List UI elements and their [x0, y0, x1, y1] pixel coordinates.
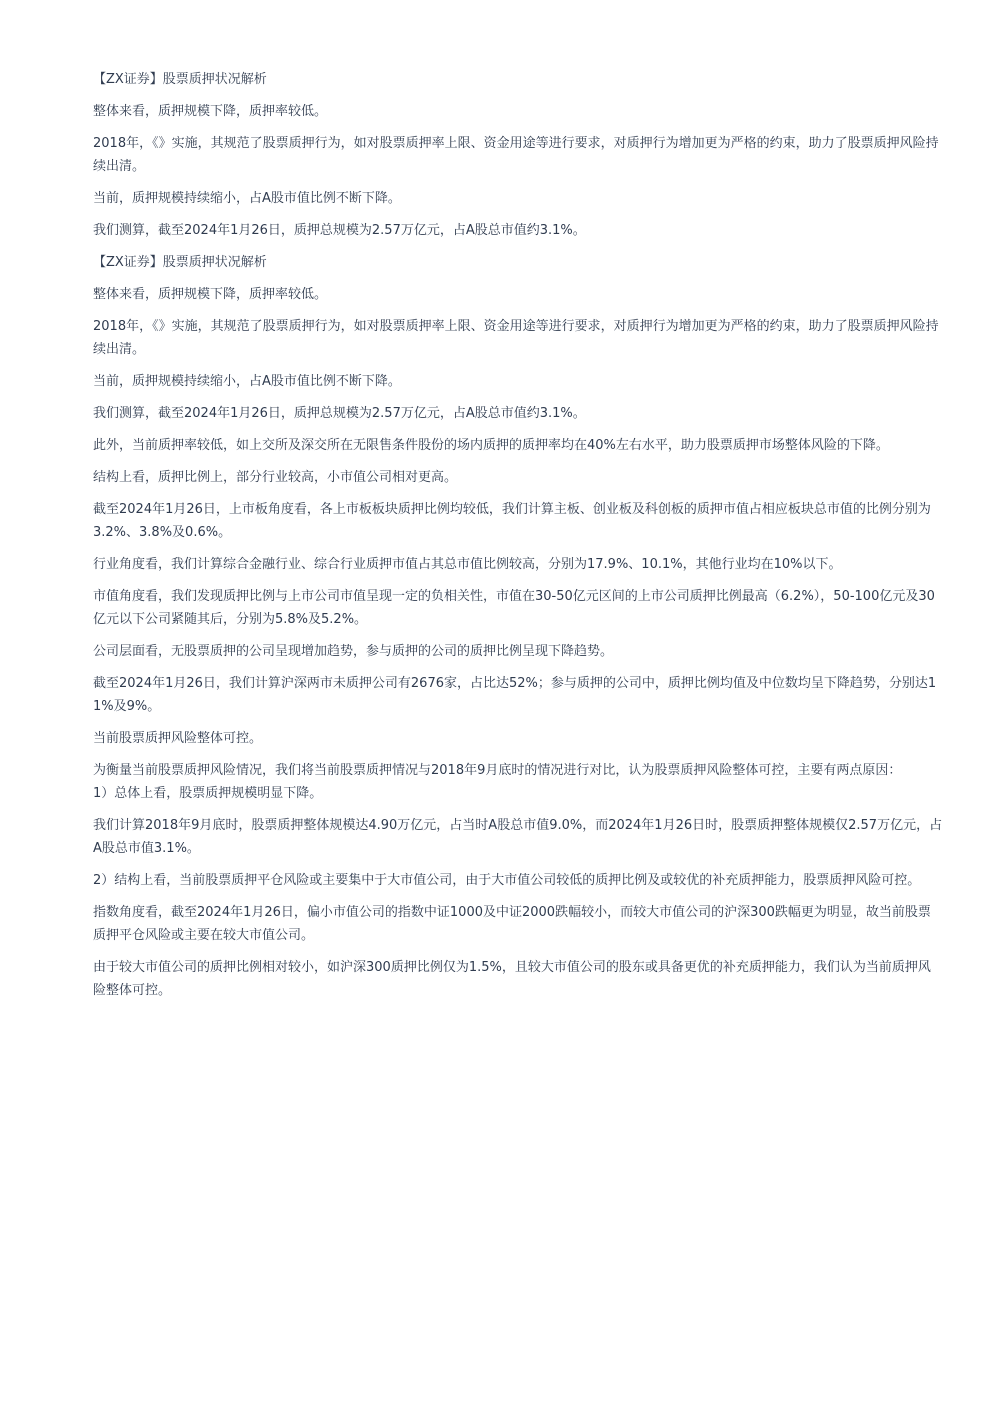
paragraph: 当前股票质押风险整体可控。: [93, 731, 263, 746]
paragraph: 指数角度看，截至2024年1月26日，偏小市值公司的指数中证1000及中证2000跌幅较小，而较大市值公司的沪深300跌幅更为明显，故当前股票质押平仓风险或主要在较大市值公司。: [93, 905, 931, 943]
document-body: [93, 68, 943, 1011]
paragraph: 当前，质押规模持续缩小，占A股市值比例不断下降。: [93, 374, 401, 389]
paragraph: 2018年，《》实施，其规范了股票质押行为，如对股票质押率上限、资金用途等进行要求，对质押行为增加更为严格的约束，助力了股票质押风险持续出清。: [93, 136, 939, 174]
paragraph: 由于较大市值公司的质押比例相对较小，如沪深300质押比例仅为1.5%，且较大市值公司的股东或具备更优的补充质押能力，我们认为当前质押风险整体可控。: [93, 960, 931, 998]
paragraph: 我们测算，截至2024年1月26日，质押总规模为2.57万亿元，占A股总市值约3.1%。: [93, 406, 586, 421]
list-item: 1）总体上看，股票质押规模明显下降。: [93, 786, 323, 801]
paragraph: 我们计算2018年9月底时，股票质押整体规模达4.90万亿元，占当时A股总市值9.0%，而2024年1月26日时，股票质押整体规模仅2.57万亿元，占A股总市值3.1%。: [93, 818, 943, 856]
paragraph: 为衡量当前股票质押风险情况，我们将当前股票质押情况与2018年9月底时的情况进行对比，认为股票质押风险整体可控，主要有两点原因：: [93, 763, 902, 778]
paragraph: 此外，当前质押率较低，如上交所及深交所在无限售条件股份的场内质押的质押率均在40%左右水平，助力股票质押市场整体风险的下降。: [93, 438, 889, 453]
paragraph: 截至2024年1月26日，我们计算沪深两市未质押公司有2676家，占比达52%；参与质押的公司中，质押比例均值及中位数均呈下降趋势，分别达11%及9%。: [93, 676, 937, 714]
paragraph: 结构上看，质押比例上，部分行业较高，小市值公司相对更高。: [93, 470, 458, 485]
paragraph: 整体来看，质押规模下降，质押率较低。: [93, 287, 328, 302]
paragraph: 当前，质押规模持续缩小，占A股市值比例不断下降。: [93, 191, 401, 206]
section-heading: 【ZX证券】股票质押状况解析: [93, 255, 267, 270]
paragraph: 公司层面看，无股票质押的公司呈现增加趋势，参与质押的公司的质押比例呈现下降趋势。: [93, 644, 614, 659]
paragraph: 整体来看，质押规模下降，质押率较低。: [93, 104, 328, 119]
paragraph: 我们测算，截至2024年1月26日，质押总规模为2.57万亿元，占A股总市值约3.1%。: [93, 223, 586, 238]
paragraph: 截至2024年1月26日，上市板角度看，各上市板板块质押比例均较低，我们计算主板、创业板及科创板的质押市值占相应板块总市值的比例分别为3.2%、3.8%及0.6%。: [93, 502, 931, 540]
paragraph: 行业角度看，我们计算综合金融行业、综合行业质押市值占其总市值比例较高，分别为17.9%、10.1%，其他行业均在10%以下。: [93, 557, 842, 572]
document-title: 【ZX证券】股票质押状况解析: [93, 72, 267, 87]
list-item: 2）结构上看，当前股票质押平仓风险或主要集中于大市值公司，由于大市值公司较低的质押比例及或较优的补充质押能力，股票质押风险可控。: [93, 873, 921, 888]
paragraph: 市值角度看，我们发现质押比例与上市公司市值呈现一定的负相关性，市值在30-50亿元区间的上市公司质押比例最高（6.2%），50-100亿元及30亿元以下公司紧随其后，分别为5.8%及5.2%。: [93, 589, 935, 627]
paragraph: 2018年，《》实施，其规范了股票质押行为，如对股票质押率上限、资金用途等进行要求，对质押行为增加更为严格的约束，助力了股票质押风险持续出清。: [93, 319, 939, 357]
